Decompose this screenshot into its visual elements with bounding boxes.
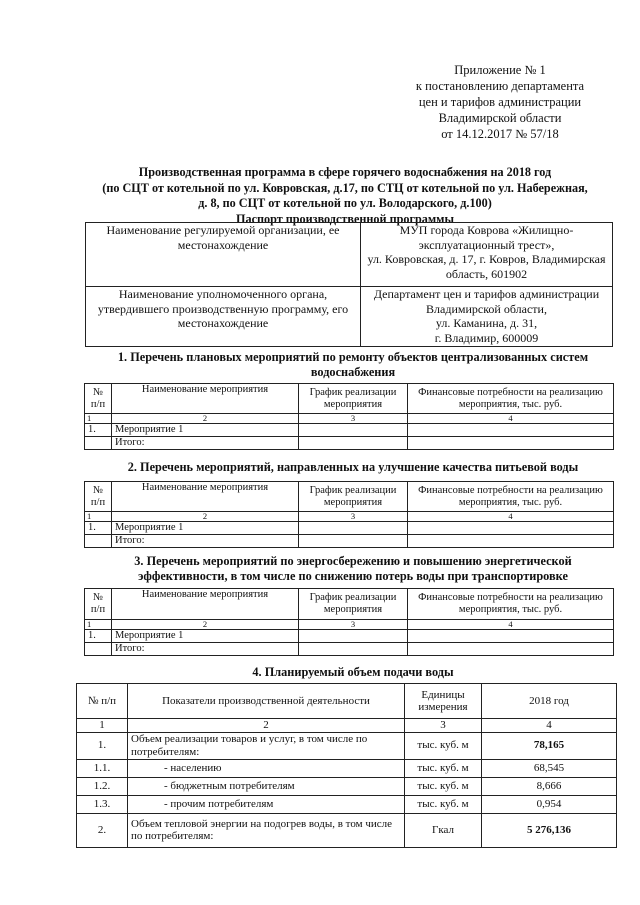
row-num: 1.: [77, 732, 128, 759]
passport-heading: Паспорт производственной программы: [236, 211, 454, 226]
section3-title-line: эффективности, в том числе по снижению потерь воды при транспортировке: [138, 569, 568, 583]
row-num: 1.2.: [77, 777, 128, 795]
authority-street: ул. Каманина, д. 31,: [435, 316, 538, 330]
col-index: 2: [112, 512, 299, 522]
total-finance: [408, 535, 614, 548]
section2-title-line: 2. Перечень мероприятий, направленных на улучшение качества питьевой воды: [127, 460, 579, 474]
section1-title: [88, 350, 618, 380]
row-schedule: [299, 424, 408, 437]
col-name-header: Наименование мероприятия: [112, 384, 299, 414]
row-name: Мероприятие 1: [112, 522, 299, 535]
row-name: - прочим потребителям: [128, 795, 405, 813]
col-index: 4: [482, 719, 617, 733]
title-line: (по СЦТ от котельной по ул. Ковровская, д.17, по СТЦ от котельной по ул. Набережная,: [102, 180, 588, 195]
row-num: 1.: [85, 522, 112, 535]
row-num: 2.: [77, 813, 128, 847]
row-name: Мероприятие 1: [112, 424, 299, 437]
total-finance: [408, 437, 614, 450]
row-num: 1.3.: [77, 795, 128, 813]
col-index: 2: [112, 620, 299, 630]
row-name: Объем тепловой энергии на подогрев воды, в том числе по потребителям:: [128, 813, 405, 847]
section4-title-line: 4. Планируемый объем подачи воды: [252, 665, 454, 679]
authority-city: г. Владимир, 600009: [434, 330, 539, 345]
title-line: д. 8, по СЦТ от котельной по ул. Володарского, д.100): [198, 196, 492, 210]
table-row: [77, 732, 617, 759]
row-schedule: [299, 522, 408, 535]
section3-title-line: 3. Перечень мероприятий по энергосбережению и повышению энергетической: [134, 554, 572, 568]
table-row: [77, 813, 617, 847]
section3-table: [84, 588, 614, 656]
total-schedule: [299, 437, 408, 450]
section3-title: [88, 554, 618, 584]
col-index: 3: [299, 620, 408, 630]
col-name-header: Показатели производственной деятельности: [128, 684, 405, 719]
col-finance-header: Финансовые потребности на реализацию мероприятия, тыс. руб.: [408, 482, 614, 512]
col-index: 4: [408, 620, 614, 630]
passport-org-value: [361, 223, 613, 287]
col-finance-header: Финансовые потребности на реализацию мероприятия, тыс. руб.: [408, 384, 614, 414]
col-index: 3: [405, 719, 482, 733]
section1-title-line: водоснабжения: [310, 365, 396, 379]
row-schedule: [299, 630, 408, 643]
passport-table: [85, 222, 613, 347]
org-address: ул. Ковровская, д. 17, г. Ковров, Владимирская область, 601902: [367, 252, 606, 281]
total-label: Итого:: [112, 437, 299, 450]
table-row: [77, 795, 617, 813]
col-name-header: Наименование мероприятия: [112, 482, 299, 512]
appendix-date: от 14.12.2017 № 57/18: [441, 127, 559, 141]
section2-title: [88, 460, 618, 475]
col-index: 1: [77, 719, 128, 733]
appendix-line: к постановлению департамента: [415, 79, 585, 93]
col-schedule-header: График реализации мероприятия: [299, 384, 408, 414]
col-index: 2: [128, 719, 405, 733]
col-unit-header: Единицы измерения: [405, 684, 482, 719]
row-unit: тыс. куб. м: [405, 795, 482, 813]
document-title: [80, 165, 610, 227]
col-index: 3: [299, 414, 408, 424]
col-schedule-header: График реализации мероприятия: [299, 482, 408, 512]
appendix-block: [380, 62, 620, 142]
row-value: 78,165: [482, 732, 617, 759]
section4-table: [76, 683, 617, 848]
row-unit: тыс. куб. м: [405, 777, 482, 795]
passport-org-label: Наименование регулируемой организации, ее местонахождение: [86, 223, 361, 287]
col-index: 4: [408, 512, 614, 522]
total-num: [85, 437, 112, 450]
table-row: [77, 777, 617, 795]
col-index: 2: [112, 414, 299, 424]
passport-authority-label: Наименование уполномоченного органа, утвердившего производственную программу, его местонахождение: [86, 287, 361, 347]
row-unit: тыс. куб. м: [405, 732, 482, 759]
row-value: 8,666: [482, 777, 617, 795]
authority-name: Департамент цен и тарифов администрации Владимирской области,: [373, 287, 600, 316]
row-finance: [408, 630, 614, 643]
row-name: Мероприятие 1: [112, 630, 299, 643]
table-row: [77, 759, 617, 777]
total-schedule: [299, 643, 408, 656]
row-finance: [408, 522, 614, 535]
row-name: Объем реализации товаров и услуг, в том числе по потребителям:: [128, 732, 405, 759]
row-value: 68,545: [482, 759, 617, 777]
row-num: 1.1.: [77, 759, 128, 777]
col-index: 1: [85, 414, 112, 424]
section2-table: [84, 481, 614, 548]
col-num-header: № п/п: [77, 684, 128, 719]
col-num-header: № п/п: [85, 384, 112, 414]
section4-title: [88, 665, 618, 680]
total-schedule: [299, 535, 408, 548]
row-name: - населению: [128, 759, 405, 777]
row-num: 1.: [85, 424, 112, 437]
section1-table: [84, 383, 614, 450]
row-value: 0,954: [482, 795, 617, 813]
col-index: 1: [85, 620, 112, 630]
appendix-line: цен и тарифов администрации: [418, 95, 582, 109]
row-num: 1.: [85, 630, 112, 643]
col-index: 1: [85, 512, 112, 522]
total-label: Итого:: [112, 535, 299, 548]
col-num-header: № п/п: [85, 482, 112, 512]
total-label: Итого:: [112, 643, 299, 656]
col-finance-header: Финансовые потребности на реализацию мероприятия, тыс. руб.: [408, 589, 614, 620]
col-name-header: Наименование мероприятия: [112, 589, 299, 620]
total-num: [85, 535, 112, 548]
total-finance: [408, 643, 614, 656]
col-index: 4: [408, 414, 614, 424]
col-num-header: № п/п: [85, 589, 112, 620]
row-finance: [408, 424, 614, 437]
appendix-number: Приложение № 1: [454, 63, 546, 77]
org-name: МУП города Коврова «Жилищно-эксплуатационный трест»,: [399, 223, 574, 252]
col-schedule-header: График реализации мероприятия: [299, 589, 408, 620]
col-index: 3: [299, 512, 408, 522]
row-unit: Гкал: [405, 813, 482, 847]
passport-authority-value: [361, 287, 613, 347]
row-unit: тыс. куб. м: [405, 759, 482, 777]
row-name: - бюджетным потребителям: [128, 777, 405, 795]
row-value: 5 276,136: [482, 813, 617, 847]
appendix-line: Владимирской области: [438, 111, 562, 125]
total-num: [85, 643, 112, 656]
title-line: Производственная программа в сфере горячего водоснабжения на 2018 год: [138, 165, 552, 179]
col-year-header: 2018 год: [482, 684, 617, 719]
section1-title-line: 1. Перечень плановых мероприятий по ремонту объектов централизованных систем: [117, 350, 589, 364]
